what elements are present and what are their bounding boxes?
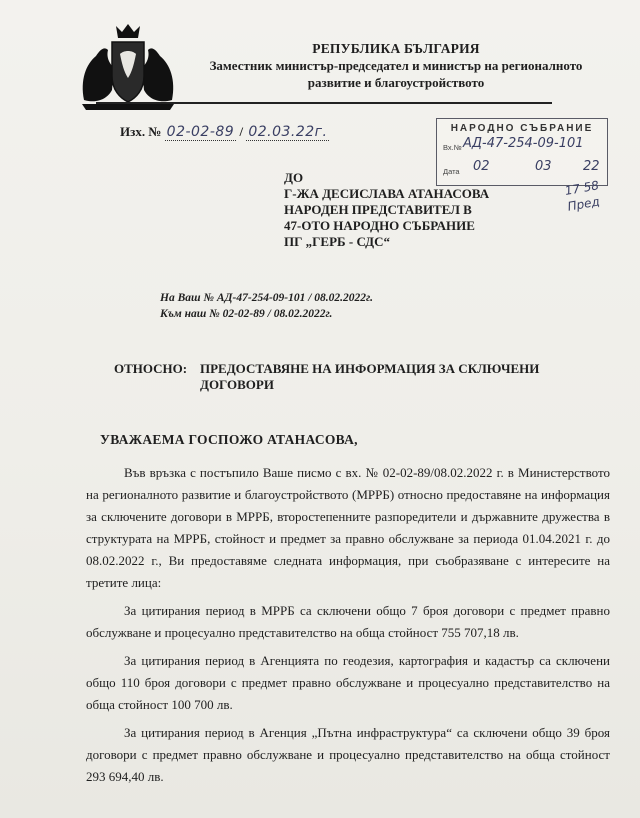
stamp-reg-label: Вх.№: [443, 143, 462, 152]
body-paragraph: За цитирания период в Агенцията по геодезия, картография и кадастър са сключени общо 110 броя договори с предмет правно обслужване и процесуално представителство на обща стойност 100 700 лв.: [86, 653, 610, 712]
addressee-to: ДО: [284, 170, 304, 185]
our-reference: Към наш № 02-02-89 / 08.02.2022г.: [160, 308, 333, 320]
subject-label: ОТНОСНО:: [114, 361, 188, 376]
stamp-date-year: 22: [583, 159, 600, 174]
body-paragraph: За цитирания период в МРРБ са сключени общо 7 броя договори с предмет правно обслужване и процесуално представителство на обща стойност 755 707,18 лв.: [86, 603, 610, 640]
stamp-title: НАРОДНО СЪБРАНИЕ: [450, 123, 594, 134]
your-reference: На Ваш № АД-47-254-09-101 / 08.02.2022г.: [160, 292, 374, 304]
stamp-date-month: 03: [535, 159, 552, 174]
country-name: РЕПУБЛИКА БЪЛГАРИЯ: [312, 41, 480, 56]
handwritten-note: [563, 177, 602, 214]
office-title-line2: развитие и благоустройството: [307, 75, 485, 90]
handwritten-time: 17 58: [563, 178, 600, 198]
subject-text: ПРЕДОСТАВЯНЕ НА ИНФОРМАЦИЯ ЗА СКЛЮЧЕНИ ДОГОВОРИ: [200, 361, 540, 392]
outgoing-number-value: 02-02-89: [166, 124, 235, 140]
stamp-reg-number: АД-47-254-09-101: [463, 136, 584, 151]
header-divider: [96, 102, 552, 104]
body-paragraph: За цитирания период в Агенция „Пътна инфраструктура“ са сключени общо 39 броя договори с предмет правно обслужване и процесуално представителство на обща стойност 293 694,40 лв.: [86, 725, 610, 784]
letterhead: [186, 40, 606, 91]
coat-of-arms-emblem: [74, 20, 182, 112]
addressee-group: ПГ „ГЕРБ - СДС“: [284, 234, 391, 249]
outgoing-label: Изх. №: [120, 124, 162, 139]
references: [160, 290, 373, 322]
addressee-block: [284, 170, 489, 250]
outgoing-date-value: 02.03.22г.: [248, 124, 328, 140]
stamp-date-label: Дата: [443, 167, 460, 176]
addressee-name: Г-ЖА ДЕСИСЛАВА АТАНАСОВА: [284, 186, 490, 201]
body-paragraph: Във връзка с постъпило Ваше писмо с вх. № 02-02-89/08.02.2022 г. в Министерството на регионалното развитие и благоустройството (МРРБ) относно предоставяне на информация за сключените договори в МРРБ, второстепенните разпоредители и държавните дружества в структурата на МРРБ, стойност и предмет за правно обслужване за периода 01.04.2021 г. до 08.02.2022 г., Ви предоставяме следната информация, при съобразяване с интересите на третите лица:: [86, 465, 610, 590]
office-title-line1: Заместник министър-председател и министър на регионалното: [209, 58, 583, 73]
addressee-assembly: 47-ОТО НАРОДНО СЪБРАНИЕ: [284, 218, 475, 233]
letter-body: [86, 462, 610, 794]
outgoing-number: Изх. № 02-02-89 / 02.03.22г.: [120, 124, 328, 140]
greeting: УВАЖАЕМА ГОСПОЖО АТАНАСОВА,: [100, 432, 358, 447]
addressee-position: НАРОДЕН ПРЕДСТАВИТЕЛ В: [284, 202, 472, 217]
stamp-date-day: 02: [473, 159, 490, 174]
handwritten-word: Пред: [566, 194, 601, 214]
